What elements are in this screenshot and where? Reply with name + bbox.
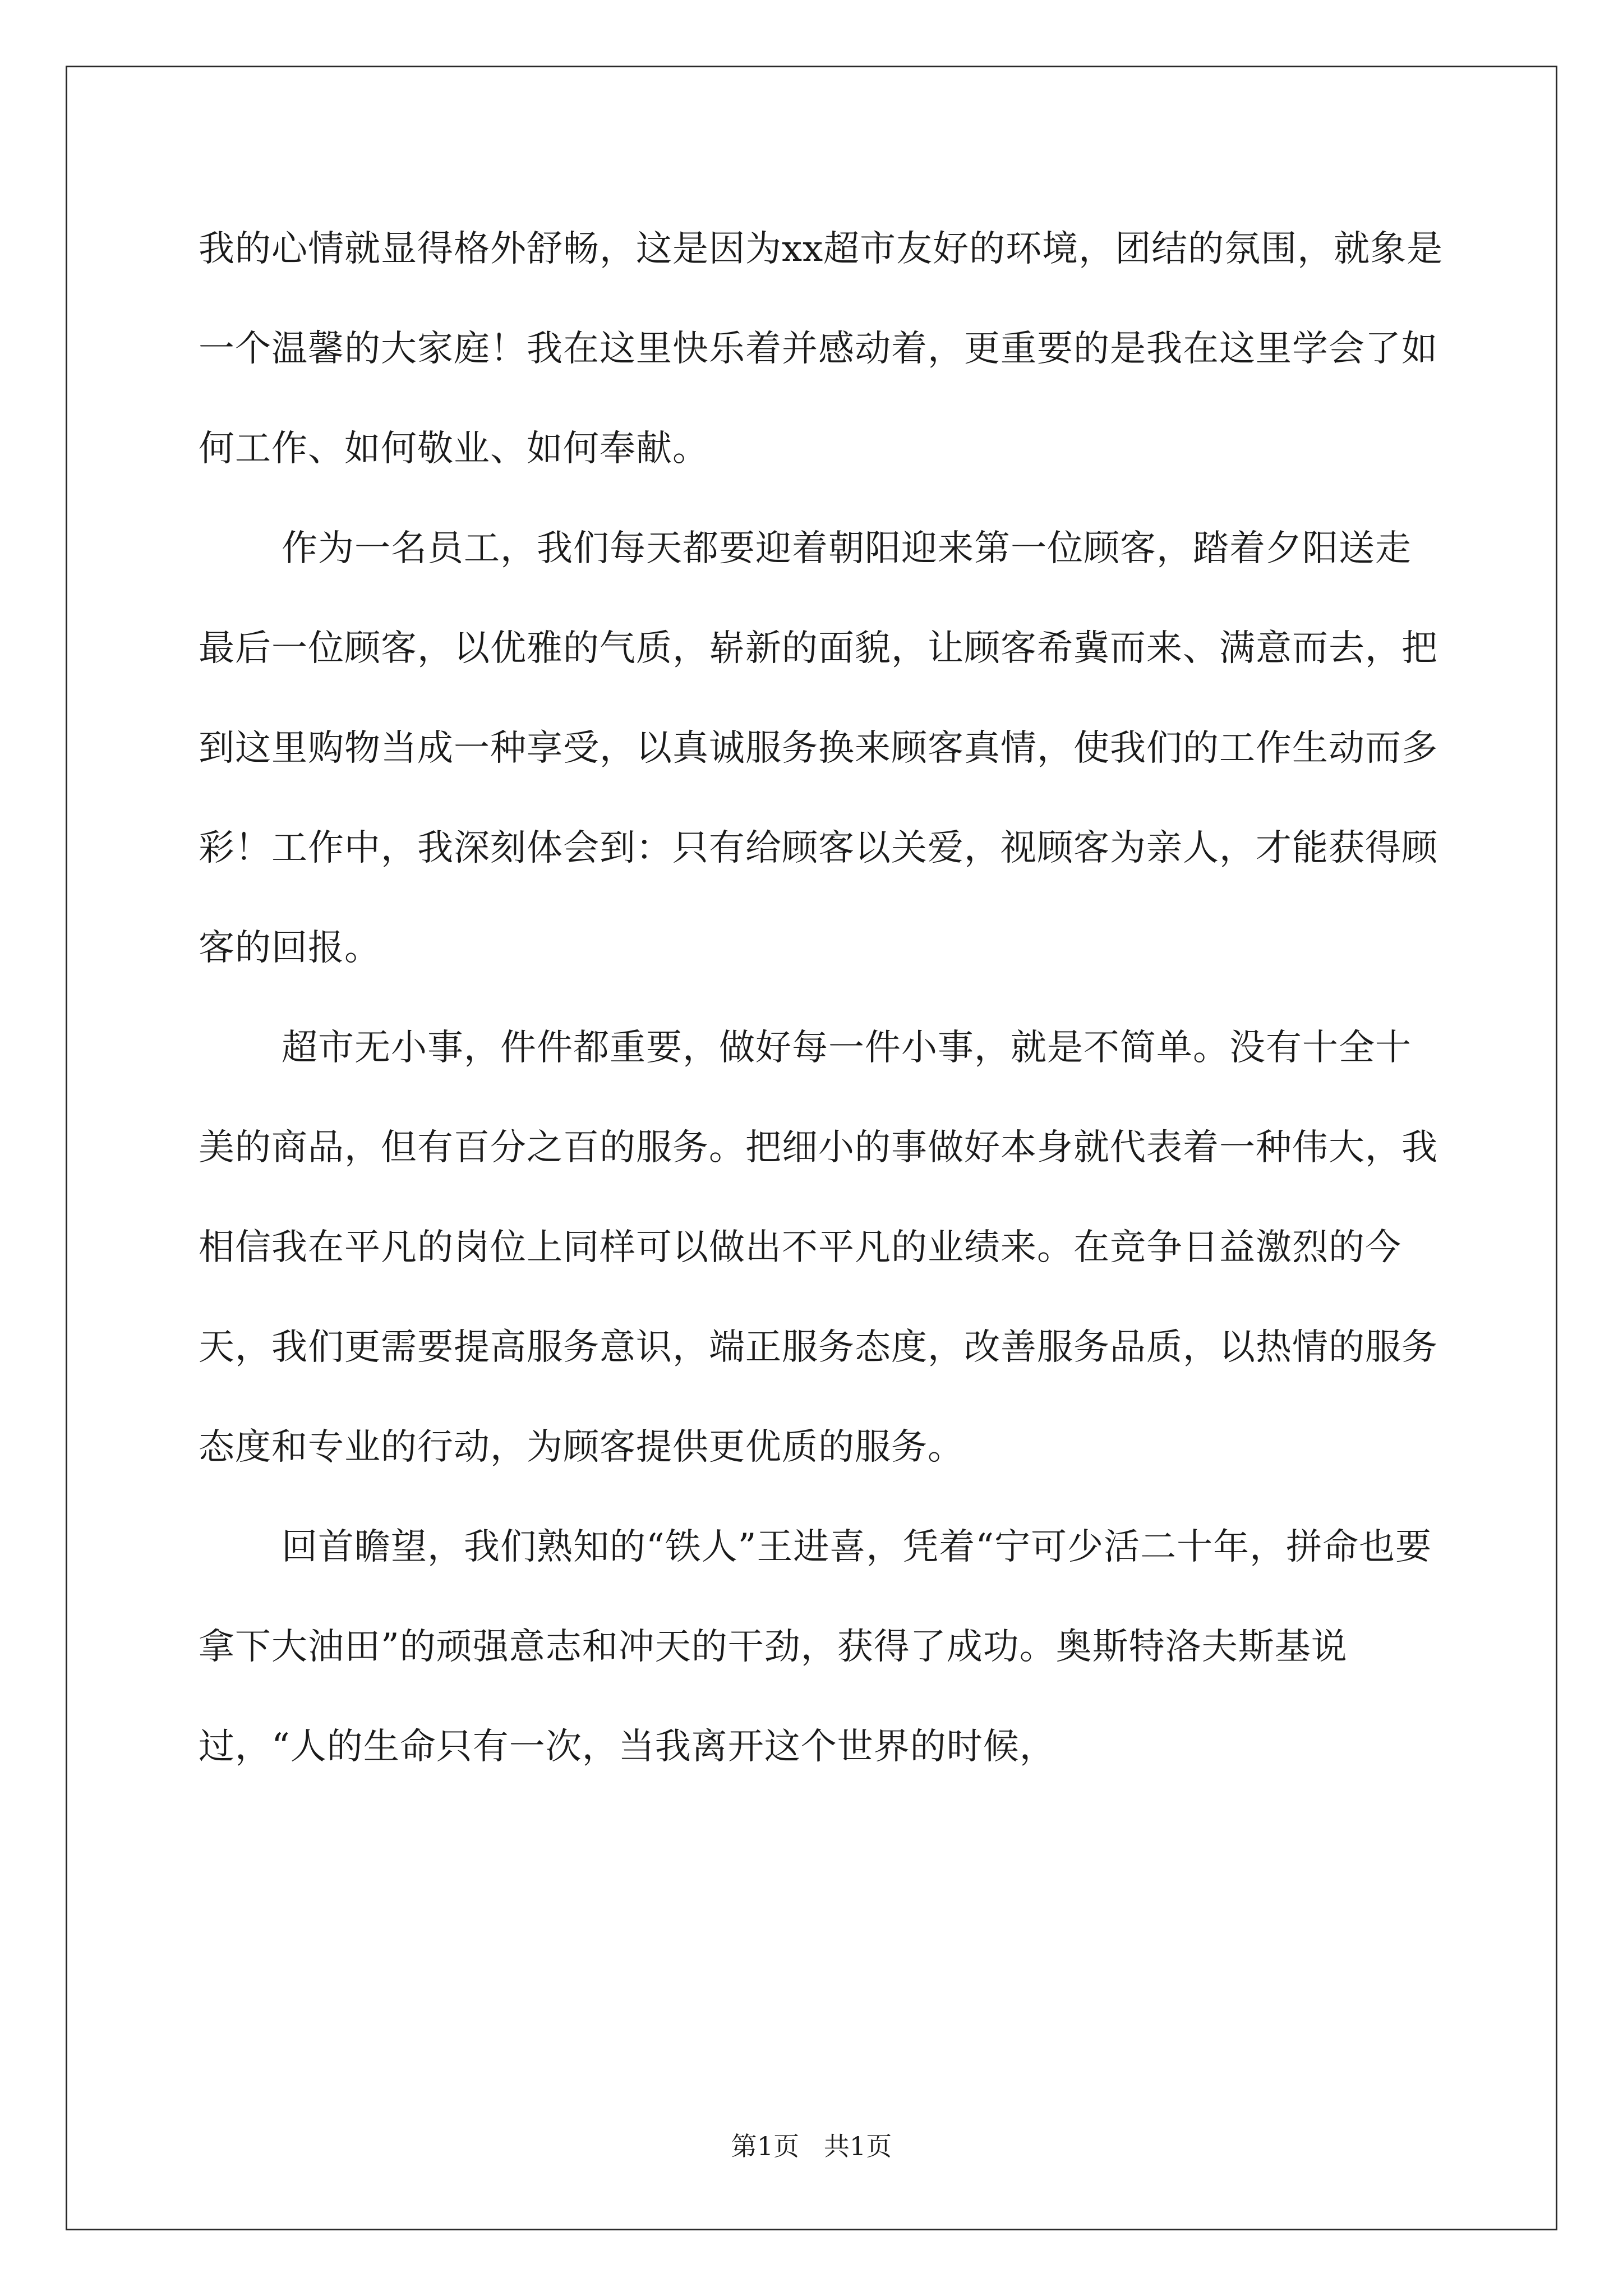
- paragraph-3: 超市无小事，件件都重要，做好每一件小事，就是不简单。没有十全十美的商品，但有百分之百的服务。把细小的事做好本身就代表着一种伟大，我相信我在平凡的岗位上同样可以做出不平凡的业绩来。在竞争日益激烈的今天，我们更需要提高服务意识，端正服务态度，改善服务品质，以热情的服务态度和专业的行动，为顾客提供更优质的服务。: [199, 1027, 1438, 1468]
- paragraph-1: 我的心情就显得格外舒畅，这是因为xx超市友好的环境，团结的氛围，就象是一个温馨的大家庭！我在这里快乐着并感动着，更重要的是我在这里学会了如何工作、如何敬业、如何奉献。: [199, 228, 1444, 470]
- paragraph-2: 作为一名员工，我们每天都要迎着朝阳迎来第一位顾客，踏着夕阳送走最后一位顾客，以优雅的气质，崭新的面貌，让顾客希冀而来、满意而去，把到这里购物当成一种享受，以真诚服务换来顾客真情，使我们的工作生动而多彩！工作中，我深刻体会到：只有给顾客以关爱，视顾客为亲人，才能获得顾客的回报。: [199, 528, 1438, 969]
- paragraph-4: 回首瞻望，我们熟知的“铁人”王进喜，凭着“宁可少活二十年，拼命也要拿下大油田”的顽强意志和冲天的干劲，获得了成功。奥斯特洛夫斯基说过，“人的生命只有一次，当我离开这个世界的时候，: [199, 1526, 1432, 1768]
- document-body: [199, 199, 1444, 1797]
- page-footer: 第1页 共1页: [731, 2131, 892, 2161]
